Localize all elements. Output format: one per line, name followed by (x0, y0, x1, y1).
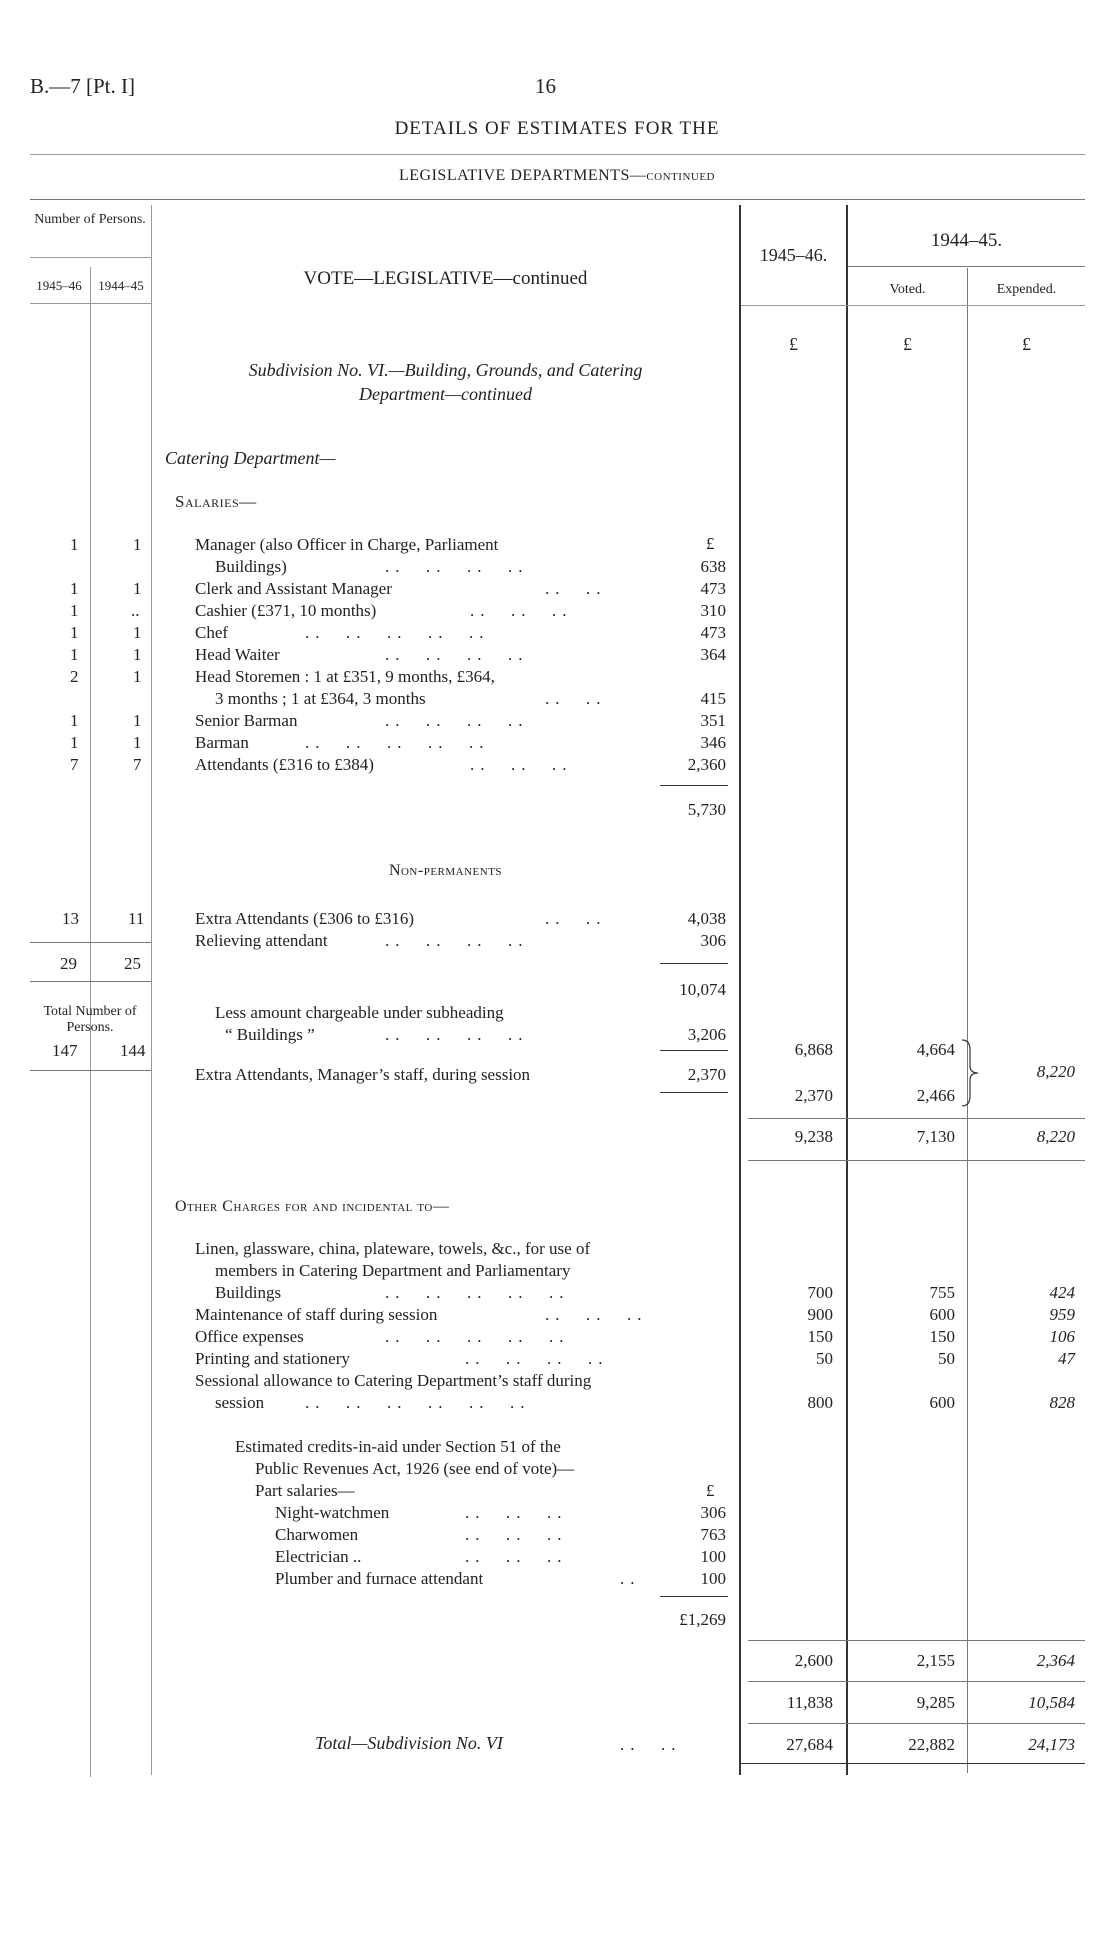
extra-expended: 8,220 (1036, 1062, 1075, 1081)
persons-col-1944: 1944–45 (98, 278, 144, 293)
salary-pound-sign: £ (706, 534, 715, 553)
extra-current: 2,370 (794, 1086, 833, 1105)
nonperm-heading: Non-permanents (388, 862, 503, 879)
salaries-sum-current: 9,238 (794, 1127, 833, 1146)
other-sum-expended: 2,364 (1036, 1651, 1075, 1670)
salaries-total: 5,730 (687, 800, 726, 819)
col-rule-prev-left (846, 205, 848, 1775)
page-subtitle: LEGISLATIVE DEPARTMENTS—continued (399, 167, 715, 184)
col-rule-voted-right (967, 268, 968, 1773)
subtotal: 10,074 (679, 980, 726, 999)
salaries-heading: Salaries— (175, 492, 257, 511)
net-current: 6,868 (794, 1040, 833, 1059)
expended-heading: Expended. (996, 282, 1057, 297)
salaries-sum-voted: 7,130 (916, 1127, 955, 1146)
subdivision-title: Subdivision No. VI.—Building, Grounds, and Catering Department—continued (248, 360, 643, 404)
net-voted: 4,664 (916, 1040, 955, 1059)
salary-row: 1 1 Manager (also Officer in Charge, Parliament (70, 535, 499, 554)
page-number: 16 (535, 74, 556, 98)
page-title: DETAILS OF ESTIMATES FOR THE (394, 118, 720, 139)
total-persons-label: Total Number of Persons. (43, 1004, 137, 1035)
other-sum-voted: 2,155 (916, 1651, 955, 1670)
total-expended: 24,173 (1028, 1735, 1075, 1754)
col-rule-current-left (739, 205, 741, 1775)
persons-col-1945: 1945–46 (36, 278, 82, 293)
catering-heading: Catering Department— (165, 448, 336, 468)
extra-voted: 2,466 (916, 1086, 955, 1105)
other-charges-heading: Other Charges for and incidental to— (175, 1198, 450, 1215)
total-voted: 22,882 (908, 1735, 955, 1754)
persons-heading: Number of Persons. (34, 212, 146, 227)
voted-heading: Voted. (889, 282, 926, 297)
year-prev-heading: 1944–45. (930, 230, 1003, 251)
year-current-heading: 1945–46. (759, 245, 828, 265)
total-current: 27,684 (786, 1735, 833, 1754)
col-rule-persons-right (151, 205, 152, 1775)
credits-total: £1,269 (679, 1610, 726, 1629)
total-subdivision-label: Total—Subdivision No. VI (315, 1733, 503, 1753)
other-sum-current: 2,600 (794, 1651, 833, 1670)
salaries-sum-expended: 8,220 (1036, 1127, 1075, 1146)
vote-heading: VOTE—LEGISLATIVE—continued (303, 268, 588, 289)
pound-voted: £ (903, 334, 912, 354)
pound-expended: £ (1022, 334, 1031, 354)
grand-sum-expended: 10,584 (1028, 1693, 1075, 1712)
grand-sum-current: 11,838 (786, 1693, 833, 1712)
page-ref: B.—7 [Pt. I] (30, 74, 135, 98)
grand-sum-voted: 9,285 (916, 1693, 955, 1712)
pound-current: £ (789, 334, 798, 354)
brace-icon (958, 1038, 992, 1108)
